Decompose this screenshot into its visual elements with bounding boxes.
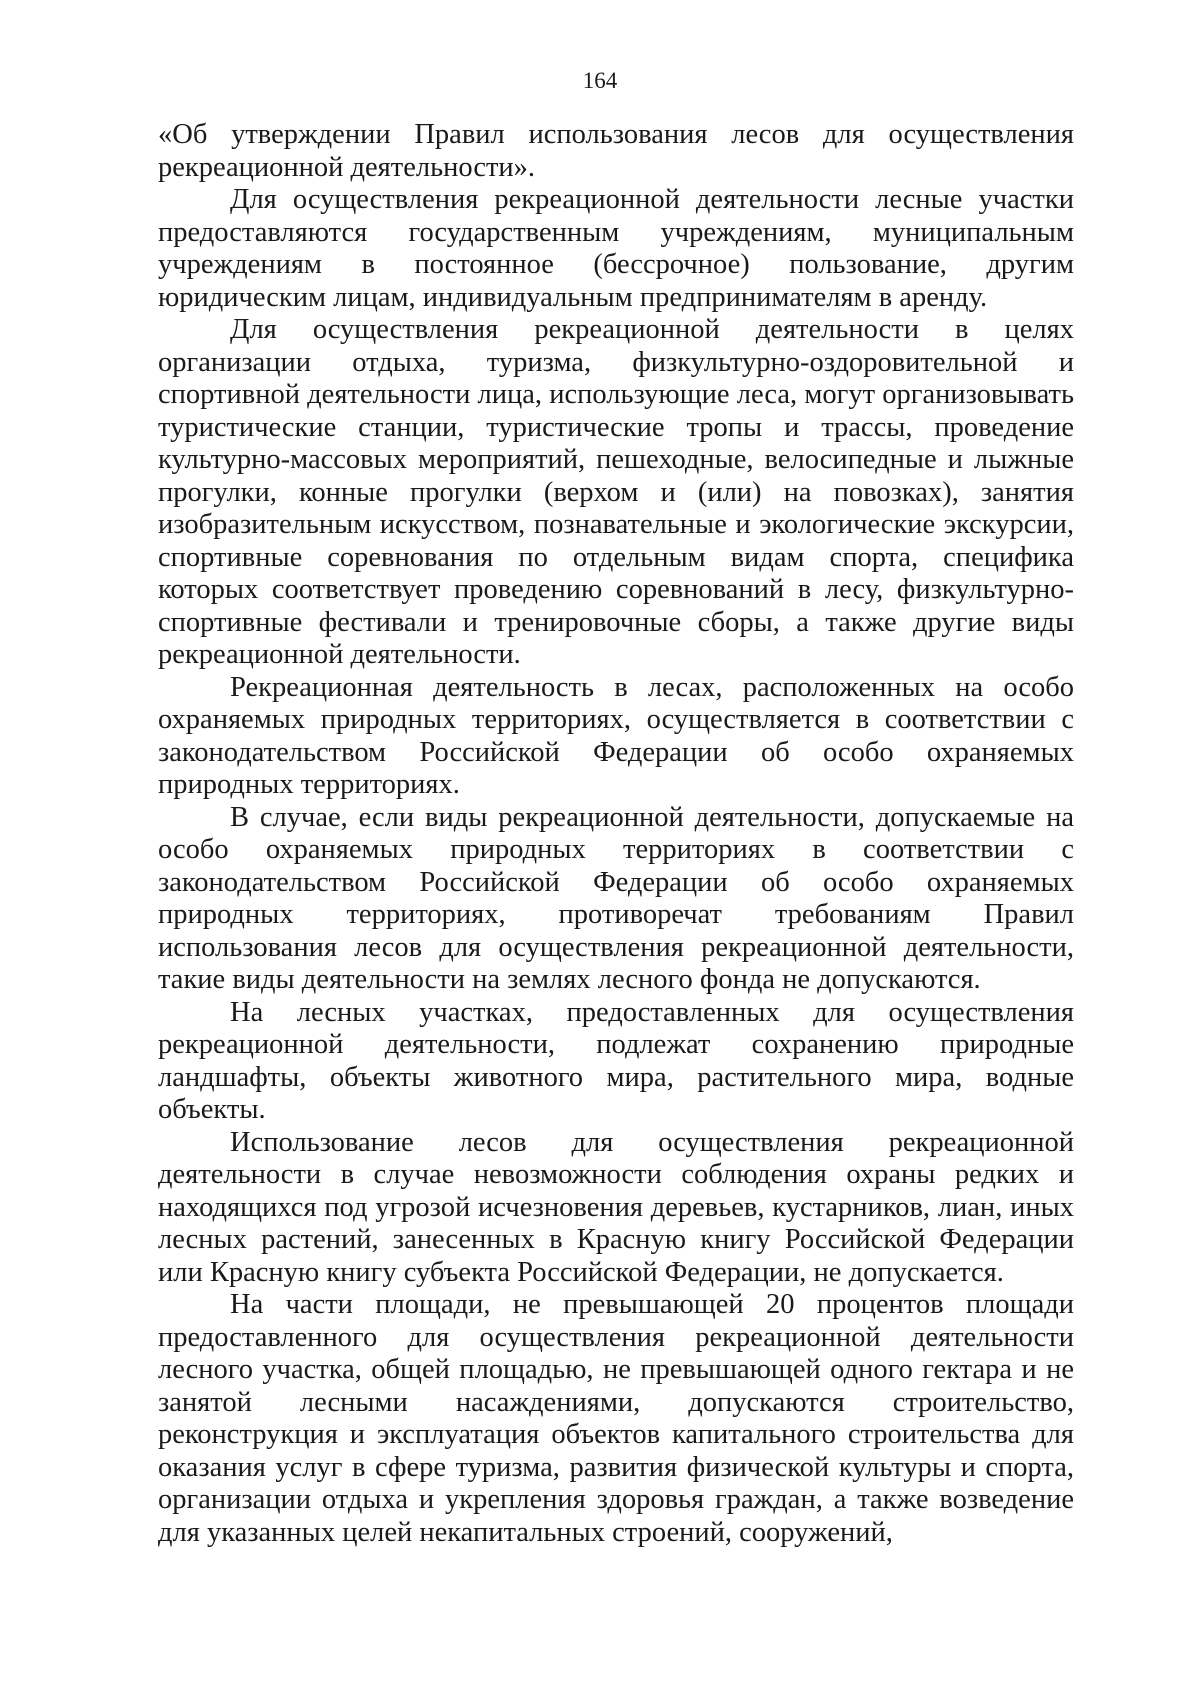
page-number: 164 — [582, 68, 618, 93]
paragraph-continuation: «Об утверждении Правил использования лесов для осуществления рекреационной деятельности». — [158, 119, 1074, 183]
paragraph: Рекреационная деятельность в лесах, расположенных на особо охраняемых природных территориях, осуществляется в соответствии с законодательством Российской Федерации об особо охраняемых природных территориях. — [158, 671, 1074, 800]
paragraph: Использование лесов для осуществления рекреационной деятельности в случае невозможности соблюдения охраны редких и находящихся под угрозой исчезновения деревьев, кустарников, лиан, иных лесных растений, занесенных в Красную книгу Российской Федерации или Красную книгу субъекта Российской Федерации, не допускается. — [158, 1126, 1074, 1288]
paragraph: Для осуществления рекреационной деятельности в целях организации отдыха, туризма, физкультурно-оздоровительной и спортивной деятельности лица, использующие леса, могут организовывать туристические станции, туристические тропы и трассы, проведение культурно-массовых мероприятий, пешеходные, велосипедные и лыжные прогулки, конные прогулки (верхом и (или) на повозках), занятия изобразительным искусством, познавательные и экологические экскурсии, спортивные соревнования по отдельным видам спорта, специфика которых соответствует проведению соревнований в лесу, физкультурно-спортивные фестивали и тренировочные сборы, а также другие виды рекреационной деятельности. — [158, 314, 1074, 670]
paragraph: На части площади, не превышающей 20 процентов площади предоставленного для осуществления рекреационной деятельности лесного участка, общей площадью, не превышающей одного гектара и не занятой лесными насаждениями, допускаются строительство, реконструкция и эксплуатация объектов капитального строительства для оказания услуг в сфере туризма, развития физической культуры и спорта, организации отдыха и укрепления здоровья граждан, а также возведение для указанных целей некапитальных строений, сооружений, — [158, 1289, 1074, 1548]
document-body — [158, 119, 1074, 1549]
paragraph: В случае, если виды рекреационной деятельности, допускаемые на особо охраняемых природных территориях в соответствии с законодательством Российской Федерации об особо охраняемых природных территориях, противоречат требованиям Правил использования лесов для осуществления рекреационной деятельности, такие виды деятельности на землях лесного фонда не допускаются. — [158, 801, 1074, 995]
paragraph: На лесных участках, предоставленных для осуществления рекреационной деятельности, подлежат сохранению природные ландшафты, объекты животного мира, растительного мира, водные объекты. — [158, 996, 1074, 1125]
paragraph: Для осуществления рекреационной деятельности лесные участки предоставляются государственным учреждениям, муниципальным учреждениям в постоянное (бессрочное) пользование, другим юридическим лицам, индивидуальным предпринимателям в аренду. — [158, 184, 1074, 313]
